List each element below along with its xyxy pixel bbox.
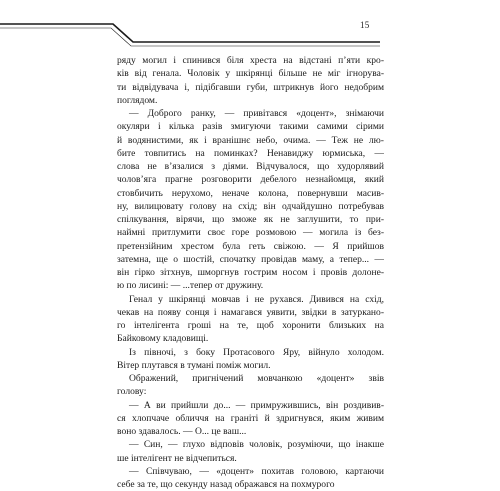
text-line: Ображений, пригнічений мовчанкою «доцент» звів: [129, 373, 384, 384]
text-line: голову:: [117, 386, 147, 398]
text-line: ше інтелігент не відчепиться.: [117, 452, 237, 464]
text-line: воно здавалось. — О... це ваш...: [117, 426, 247, 437]
text-line: поглядом.: [117, 94, 158, 106]
text-line: чекав на появу сонця і намагався уявити, звідки в затуркано-: [117, 306, 384, 318]
text-line: Генал у шкірянці мовчав і не рухався. Дивився на схід,: [129, 293, 384, 305]
paragraph: [117, 399, 384, 439]
text-line: затемна, ще о шостій, спочатку провідав маму, а тепер... —: [117, 253, 384, 265]
text-line: — Син, — глухо відповів чоловік, розуміючи, що інакше: [129, 439, 384, 451]
text-line: стовбичить нерухомо, неначе колона, повернувши масив-: [117, 187, 384, 199]
text-line: й водянистими, як і вранішнє небо, очима. — Теж не лю-: [117, 134, 384, 146]
paragraph: [117, 293, 384, 346]
text-line: ків від генала. Чоловік у шкірянці більше не міг ігнорува-: [117, 68, 384, 80]
text-line: — Доброго ранку, — привітався «доцент», знімаючи: [129, 108, 384, 119]
paragraph: [117, 54, 384, 107]
page-number: 15: [360, 20, 370, 30]
text-line: чолов’яга прагне розговорити дебелого незнайомця, який: [117, 174, 384, 186]
paragraph: [117, 346, 384, 373]
text-line: він гірко зітхнув, шморгнув гострим носом і провів долоне-: [117, 267, 384, 278]
paragraph: [117, 372, 384, 399]
text-line: наймні притлумити своє горе розмовою — могила із без-: [117, 227, 384, 239]
header-rule: [0, 0, 500, 50]
text-line: Вітер плутався в тумані поміж могил.: [117, 359, 271, 371]
text-line: бите товпитись на поминках? Ненавиджу юрмиська, —: [117, 147, 384, 159]
text-line: ряду могил і спинився біля хреста на відстані п’яти кро-: [117, 55, 384, 66]
text-line: претензійним хрестом була геть свіжою. — Я прийшов: [117, 240, 384, 252]
paragraph: [117, 465, 384, 491]
text-line: Байковому кладовищі.: [117, 333, 209, 345]
text-line: Із півночі, з боку Протасового Яру, війнуло холодом.: [129, 346, 384, 358]
text-line: — А ви прийшли до... — примружившись, він роздивив-: [129, 399, 384, 411]
paragraph: [117, 438, 384, 465]
paragraph: [117, 107, 384, 293]
text-line: ю по лисині: — ...тепер от дружину.: [117, 280, 264, 292]
text-line: го інтелігента гроші на те, щоб хоронити близьких на: [117, 320, 384, 331]
text-line: — Співчуваю, — «доцент» похитав головою, картаючи: [129, 465, 384, 477]
text-line: ти відвідувача і, підібгавши губи, штрикнув його недобрим: [117, 81, 384, 93]
text-line: окуляри і кілька разів змигуючи такими самими сірими: [117, 121, 384, 133]
text-line: себе за те, що секунду назад ображався на похмурого: [117, 479, 335, 490]
text-line: ся хлопчаче обличчя на граніті й здригнувся, яким живим: [117, 412, 384, 424]
page-body: [117, 54, 384, 491]
text-line: слова не в’язалися з діями. Відчувалося, що худорлявий: [117, 161, 384, 172]
text-line: ну, вилицювату голову на схід; він одчайдушно потребував: [117, 200, 384, 212]
text-line: спілкування, вірячи, що зможе як не заглушити, то при-: [117, 214, 384, 225]
